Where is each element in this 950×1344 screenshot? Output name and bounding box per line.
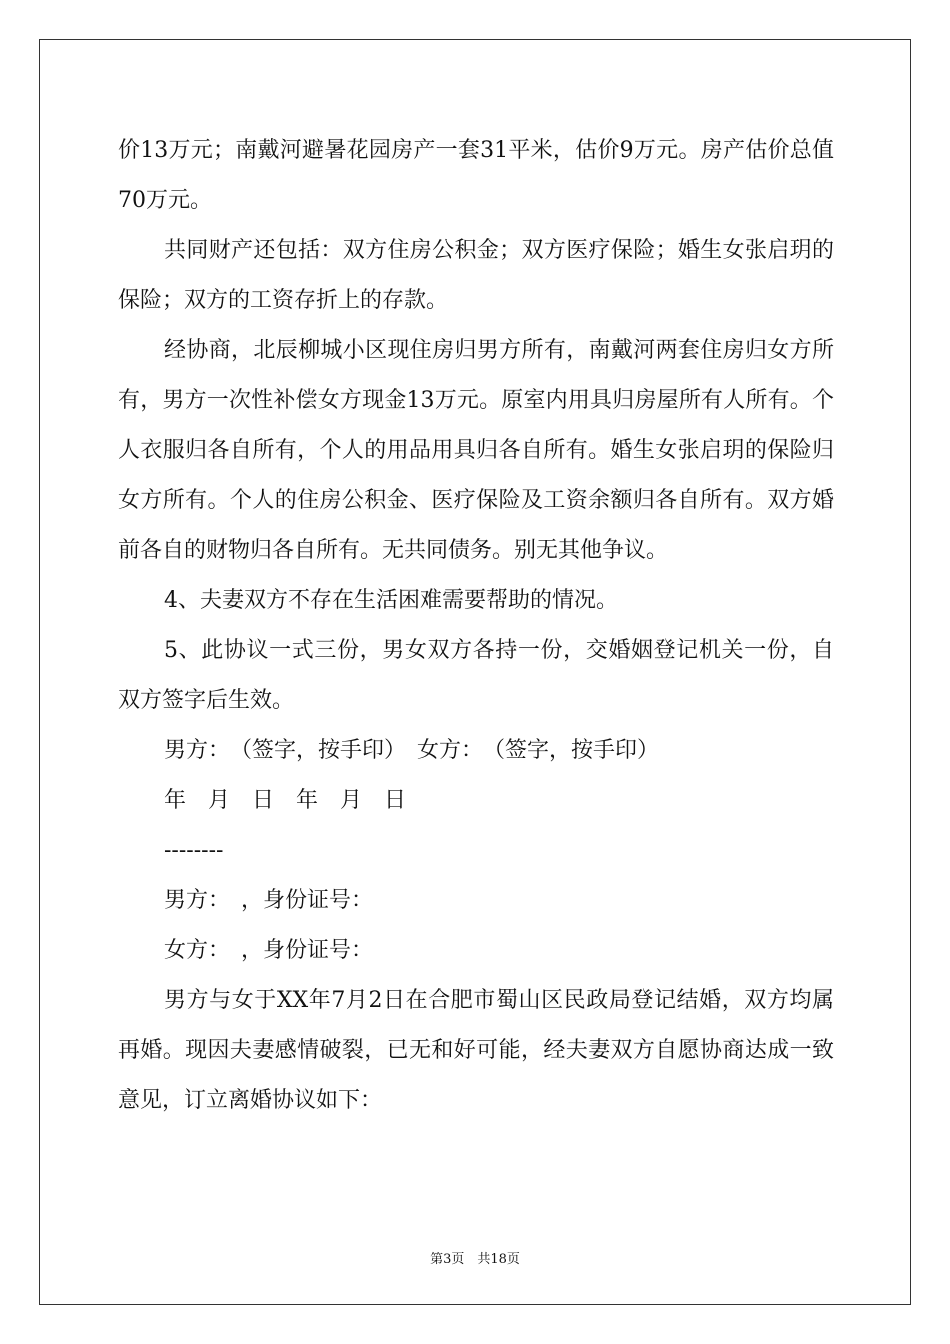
separator-line: -------- [164,838,224,863]
paragraph-clause-5: 5、此协议一式三份，男女双方各持一份，交婚姻登记机关一份，自双方签字后生效。 [118,638,834,713]
document-body [118,126,834,1126]
paragraph-property-valuation: 价13万元；南戴河避暑花园房产一套31平米，估价9万元。房产估价总值70万元。 [118,138,834,213]
paragraph-clause-4: 4、夫妻双方不存在生活困难需要帮助的情况。 [164,588,618,613]
paragraph-asset-division: 经协商，北辰柳城小区现住房归男方所有，南戴河两套住房归女方所有，男方一次性补偿女方现金13万元。原室内用具归房屋所有人所有。个人衣服归各自所有，个人的用品用具归各自所有。婚生女张启玥的保险归女方所有。个人的住房公积金、医疗保险及工资余额归各自所有。双方婚前各自的财物归各自所有。无共同债务。别无其他争议。 [118,338,834,563]
paragraph-shared-assets: 共同财产还包括：双方住房公积金；双方医疗保险；婚生女张启玥的保险；双方的工资存折上的存款。 [118,238,834,313]
date-line: 年 月 日 年 月 日 [164,788,407,813]
female-id-line: 女方： ，身份证号： [164,938,374,963]
paragraph-marriage-intro: 男方与女于XX年7月2日在合肥市蜀山区民政局登记结婚，双方均属再婚。现因夫妻感情破裂，已无和好可能，经夫妻双方自愿协商达成一致意见，订立离婚协议如下： [118,988,834,1113]
page-footer: 第3页 共18页 [430,1252,520,1267]
signature-line: 男方： （签字，按手印） 女方： （签字，按手印） [164,738,660,763]
male-id-line: 男方： ，身份证号： [164,888,374,913]
